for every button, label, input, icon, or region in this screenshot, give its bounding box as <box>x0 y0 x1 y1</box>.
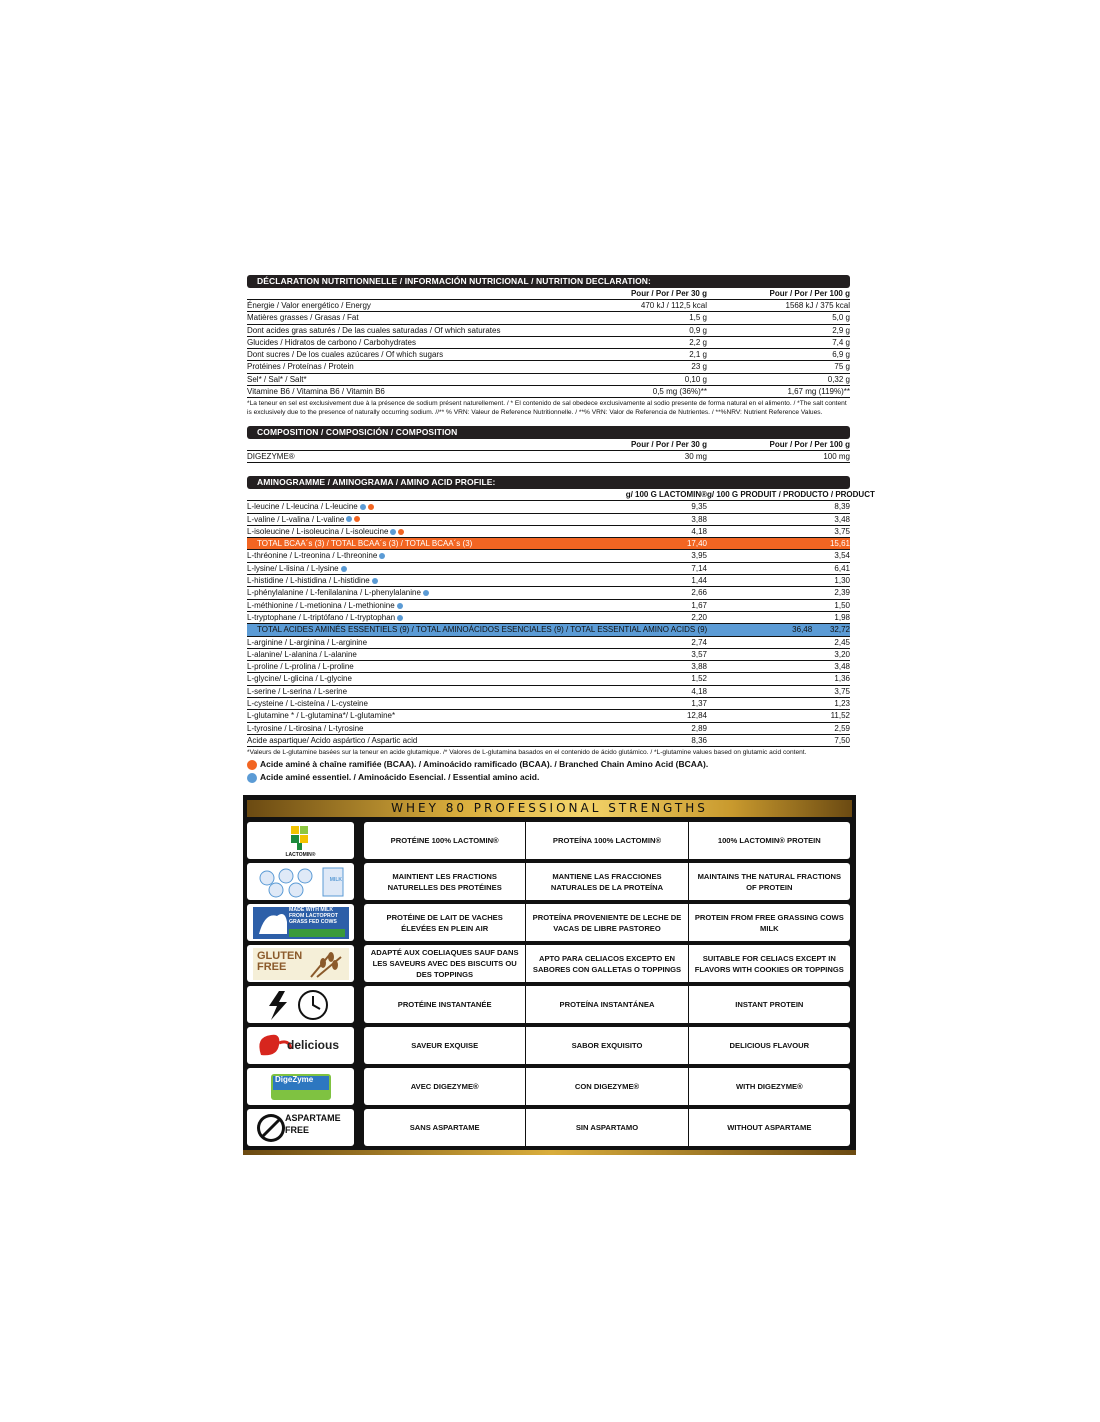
nutrition-value-30g: 0,9 g <box>689 325 707 335</box>
nutrition-value-100g: 2,9 g <box>832 325 850 335</box>
amino-value-lactomin: 1,37 <box>691 699 707 709</box>
amino-value-lactomin: 9,35 <box>691 502 707 512</box>
nutrition-value-100g: 7,4 g <box>832 337 850 347</box>
amino-label: L-histidine / L-histidina / L-histidine <box>247 576 370 586</box>
amino-row <box>247 550 850 562</box>
blue-dot-icon <box>372 578 378 584</box>
amino-label: L-méthionine / L-metionina / L-methionine <box>247 600 395 610</box>
amino-label-cell <box>247 501 602 512</box>
amino-value-lactomin: 3,95 <box>691 551 707 561</box>
lactomin-logo <box>247 822 354 859</box>
strength-row <box>247 945 852 982</box>
strength-en: INSTANT PROTEIN <box>688 986 850 1023</box>
amino-label-cell <box>247 550 602 561</box>
amino-row <box>247 723 850 735</box>
amino-value-product: 3,48 <box>834 514 850 524</box>
strength-texts <box>364 863 850 900</box>
amino-value-product: 2,39 <box>834 588 850 598</box>
digezyme-icon <box>247 1068 354 1105</box>
orange-dot-icon <box>354 516 360 522</box>
amino-value-lactomin: 2,89 <box>691 723 707 733</box>
blue-dot-icon <box>341 566 347 572</box>
gold-strip <box>243 1150 856 1155</box>
strength-es: MANTIENE LAS FRACCIONES NATURALES DE LA PROTEÍNA <box>525 863 687 900</box>
strength-texts <box>364 822 850 859</box>
strength-es: PROTEÍNA 100% LACTOMIN® <box>525 822 687 859</box>
composition-col-30g: Pour / Por / Per 30 g <box>630 439 707 449</box>
nutrition-label: Énergie / Valor energético / Energy <box>247 301 371 310</box>
grass-fed-cow-icon <box>247 904 354 941</box>
nutrition-value-100g: 1568 kJ / 375 kcal <box>785 301 850 310</box>
amino-label: L-alanine/ L-alanina / L-alanine <box>247 649 357 659</box>
amino-value-lactomin: 2,66 <box>691 588 707 598</box>
gluten-free-icon-text: GLUTEN FREE <box>257 950 303 973</box>
amino-value-product: 3,48 <box>834 662 850 672</box>
amino-label: L-glycine/ L-glicina / L-glycine <box>247 674 352 684</box>
amino-label-cell <box>247 735 602 746</box>
nutrition-row <box>247 325 850 337</box>
amino-value-lactomin: 7,14 <box>691 563 707 573</box>
amino-value-lactomin: 2,20 <box>691 612 707 622</box>
strength-en: SUITABLE FOR CELIACS EXCEPT IN FLAVORS WITH COOKIES OR TOPPINGS <box>688 945 850 982</box>
amino-value-lactomin: 1,67 <box>691 600 707 610</box>
strength-row <box>247 1109 852 1146</box>
amino-label-cell <box>247 538 602 549</box>
amino-label-cell <box>247 612 602 623</box>
amino-value-product: 15,61 <box>829 539 850 549</box>
amino-row <box>247 563 850 575</box>
strength-row <box>247 822 852 859</box>
strength-fr: ADAPTÉ AUX COELIAQUES SAUF DANS LES SAVEURS AVEC DES BISCUITS OU DES TOPPINGS <box>370 948 519 979</box>
nutrition-value-100g: 6,9 g <box>832 350 850 360</box>
strengths-panel <box>243 795 856 1155</box>
amino-label: TOTAL ACIDES AMINÉS ESSENTIELS (9) / TOTAL AMINOÁCIDOS ESENCIALES (9) / TOTAL ESSENTIAL AMINO ACIDS (9) <box>257 625 708 635</box>
amino-label-cell <box>247 587 602 598</box>
amino-value-product: 1,23 <box>834 699 850 709</box>
nutrition-label: Sel* / Sal* / Salt* <box>247 374 307 384</box>
strength-texts <box>364 1068 850 1105</box>
amino-label: L-thréonine / L-treonina / L-threonine <box>247 551 378 561</box>
amino-label-cell <box>247 661 602 672</box>
amino-value-lactomin: 4,18 <box>691 686 707 696</box>
grass-fed-cow-icon-text: MADE WITH MILK FROM LACTOPROT GRASS FED COWS <box>289 907 338 925</box>
amino-label-cell <box>247 526 602 537</box>
total-row-orange <box>247 538 850 550</box>
nutrition-footnote: *La teneur en sel est exclusivement due à la présence de sodium présent naturellement. / * El contenido de sal obedece exclusivamente al sodio presente de forma natural en el alimento. / *The salt content is exclusively due to the presence of naturally occurring sodium. //** % VRN: Valeur de Reference Nutritionnelle. / **% VRN: Valor de Referencia de Nutrientes. / **%NRV: Nutrient Reference Values. <box>247 400 847 417</box>
strength-row <box>247 863 852 900</box>
amino-label-cell <box>247 575 602 586</box>
amino-value-lactomin: 1,52 <box>691 674 707 684</box>
composition-header: COMPOSITION / COMPOSICIÓN / COMPOSITION <box>247 426 850 439</box>
delicious-icon-text: delicious <box>287 1038 340 1052</box>
strength-row <box>247 904 852 941</box>
legend-essential-text: Acide aminé essentiel. / Aminoácido Esencial. / Essential amino acid. <box>260 772 540 782</box>
strength-fr: PROTÉINE DE LAIT DE VACHES ÉLEVÉES EN PLEIN AIR <box>386 912 503 933</box>
amino-label: L-cysteine / L-cisteína / L-cysteine <box>247 699 368 709</box>
nutrition-row <box>247 337 850 349</box>
amino-label: L-tryptophane / L-triptófano / L-tryptophan <box>247 612 396 622</box>
strength-fr: AVEC DIGEZYME® <box>410 1082 479 1091</box>
amino-value-product: 32,72 <box>829 625 850 635</box>
amino-value-product: 7,50 <box>834 735 850 745</box>
lactomin-logo-text: LACTOMIN® <box>285 852 316 858</box>
amino-label: L-serine / L-serina / L-serine <box>247 686 348 696</box>
amino-label: L-proline / L-prolina / L-proline <box>247 662 354 672</box>
strength-fr: MAINTIENT LES FRACTIONS NATURELLES DES PROTÉINES <box>387 871 502 892</box>
amino-value-lactomin: 2,74 <box>691 637 707 647</box>
amino-value-product: 2,59 <box>834 723 850 733</box>
strength-row <box>247 986 852 1023</box>
amino-col-lactomin: g/ 100 G LACTOMIN® <box>625 490 707 500</box>
amino-column-headers <box>247 489 875 501</box>
amino-row <box>247 649 850 661</box>
amino-label: L-isoleucine / L-isoleucina / L-isoleucine <box>247 526 389 536</box>
amino-table <box>247 501 850 747</box>
amino-value-lactomin: 1,44 <box>691 576 707 586</box>
amino-value-product: 3,20 <box>834 649 850 659</box>
amino-label: L-leucine / L-leucina / L-leucine <box>247 502 358 512</box>
amino-col-product: g/ 100 G PRODUIT / PRODUCTO / PRODUCT <box>707 490 875 500</box>
strength-texts <box>364 1109 850 1146</box>
blue-dot-icon <box>397 603 403 609</box>
legend-bcaa-text: Acide aminé à chaîne ramifiée (BCAA). / Aminoácido ramificado (BCAA). / Branched Chain Amino Acid (BCAA). <box>260 759 709 769</box>
amino-value-product: 1,36 <box>834 674 850 684</box>
amino-label-cell <box>247 563 602 574</box>
amino-value-product: 1,30 <box>834 576 850 586</box>
blue-dot-icon <box>247 773 257 783</box>
composition-value-30g: 30 mg <box>684 451 707 461</box>
amino-label: L-arginine / L-arginina / L-arginine <box>247 637 368 647</box>
nutrition-label: Protéines / Proteínas / Protein <box>247 362 354 372</box>
blue-dot-icon <box>379 553 385 559</box>
amino-row <box>247 587 850 599</box>
composition-column-headers <box>247 439 850 451</box>
composition-col-100g: Pour / Por / Per 100 g <box>769 439 850 449</box>
amino-value-lactomin: 12,84 <box>686 711 707 721</box>
amino-value-product: 1,50 <box>834 600 850 610</box>
strength-fr: PROTÉINE 100% LACTOMIN® <box>390 836 499 845</box>
strength-en: 100% LACTOMIN® PROTEIN <box>688 822 850 859</box>
amino-label: L-glutamine * / L-glutamina*/ L-glutamine* <box>247 711 396 721</box>
blue-dot-icon <box>346 516 352 522</box>
blue-dot-icon <box>360 504 366 510</box>
nutrition-label: Vitamine B6 / Vitamina B6 / Vitamin B6 <box>247 387 385 397</box>
amino-label-cell <box>247 698 602 709</box>
blue-dot-icon <box>390 529 396 535</box>
amino-label-cell <box>247 624 707 635</box>
amino-row <box>247 600 850 612</box>
nutrition-value-100g: 75 g <box>834 362 850 372</box>
total-row-blue <box>247 624 850 636</box>
nutrition-value-30g: 1,5 g <box>689 313 707 323</box>
amino-value-product: 6,41 <box>834 563 850 573</box>
amino-row <box>247 575 850 587</box>
amino-value-lactomin: 3,88 <box>691 514 707 524</box>
amino-row <box>247 710 850 722</box>
nutrition-row <box>247 361 850 373</box>
strength-fr: PROTÉINE INSTANTANÉE <box>397 1000 492 1009</box>
gluten-free-icon <box>247 945 354 982</box>
nutrition-value-100g: 0,32 g <box>827 374 850 384</box>
nutrition-header: DÉCLARATION NUTRITIONNELLE / INFORMACIÓN NUTRICIONAL / NUTRITION DECLARATION: <box>247 275 850 288</box>
blue-dot-icon <box>423 590 429 596</box>
nutrition-label: Dont acides gras saturés / De las cuales saturadas / Of which saturates <box>247 325 501 335</box>
composition-row <box>247 451 850 463</box>
amino-label-cell <box>247 637 602 648</box>
nutrition-column-headers <box>247 288 850 300</box>
amino-footnote: *Valeurs de L-glutamine basées sur la teneur en acide glutamique. /* Valores de L-glutamina basados en el contenido de ácido glutámico. / *L-glutamine values based on glutamic acid content. <box>247 749 807 757</box>
composition-value-100g: 100 mg <box>823 451 850 461</box>
amino-row <box>247 661 850 673</box>
nutrition-value-30g: 2,2 g <box>689 337 707 347</box>
amino-row <box>247 514 850 526</box>
strength-texts <box>364 904 850 941</box>
amino-row <box>247 526 850 538</box>
amino-label-cell <box>247 686 602 697</box>
amino-value-product: 1,98 <box>834 612 850 622</box>
amino-row <box>247 637 850 649</box>
amino-value-product: 3,75 <box>834 526 850 536</box>
nutrition-label: Dont sucres / De los cuales azúcares / Of which sugars <box>247 350 444 360</box>
amino-value-product: 2,45 <box>834 637 850 647</box>
strength-es: SIN ASPARTAMO <box>525 1109 687 1146</box>
amino-label: Acide aspartique/ Acido aspártico / Aspartic acid <box>247 735 418 745</box>
nutrition-row <box>247 349 850 361</box>
nutrition-value-30g: 2,1 g <box>689 350 707 360</box>
amino-value-lactomin: 17,40 <box>686 539 707 549</box>
nutrition-label: Glucides / Hidratos de carbono / Carbohydrates <box>247 337 416 347</box>
blue-dot-icon <box>397 615 403 621</box>
amino-value-lactomin: 3,57 <box>691 649 707 659</box>
milk-fractions-icon-text: MILK <box>329 877 342 883</box>
amino-label-cell <box>247 600 602 611</box>
amino-label: L-lysine/ L-lisina / L-lysine <box>247 563 339 573</box>
strength-row <box>247 1027 852 1064</box>
nutrition-label: Matières grasses / Grasas / Fat <box>247 313 359 323</box>
amino-label: L-phénylalanine / L-fenilalanina / L-phenylalanine <box>247 588 421 598</box>
amino-row <box>247 735 850 747</box>
orange-dot-icon <box>247 760 257 770</box>
strength-texts <box>364 1027 850 1064</box>
amino-label-cell <box>247 514 602 525</box>
strength-es: CON DIGEZYME® <box>525 1068 687 1105</box>
nutrition-row <box>247 300 850 312</box>
amino-label: TOTAL BCAA´s (3) / TOTAL BCAA´s (3) / TOTAL BCAA´s (3) <box>257 539 473 549</box>
nutrition-value-30g: 23 g <box>691 362 707 372</box>
strength-es: PROTEÍNA INSTANTÁNEA <box>525 986 687 1023</box>
nutrition-col-100g: Pour / Por / Per 100 g <box>769 289 850 298</box>
amino-row <box>247 686 850 698</box>
amino-value-lactomin: 3,88 <box>691 662 707 672</box>
amino-value-lactomin: 36,48 <box>792 625 813 635</box>
amino-label-cell <box>247 723 602 734</box>
composition-label: DIGEZYME® <box>247 451 295 461</box>
amino-value-lactomin: 4,18 <box>691 526 707 536</box>
nutrition-value-100g: 1,67 mg (119%)** <box>787 387 850 397</box>
amino-header: AMINOGRAMME / AMINOGRAMA / AMINO ACID PROFILE: <box>247 476 850 489</box>
orange-dot-icon <box>398 529 404 535</box>
strength-fr: SAVEUR EXQUISE <box>411 1041 479 1050</box>
strength-en: WITH DIGEZYME® <box>688 1068 850 1105</box>
strength-en: DELICIOUS FLAVOUR <box>688 1027 850 1064</box>
milk-fractions-icon <box>247 863 354 900</box>
strength-es: PROTEÍNA PROVENIENTE DE LECHE DE VACAS DE LIBRE PASTOREO <box>525 904 687 941</box>
strength-es: SABOR EXQUISITO <box>525 1027 687 1064</box>
amino-label-cell <box>247 710 602 721</box>
strength-en: WITHOUT ASPARTAME <box>688 1109 850 1146</box>
strengths-banner: WHEY 80 PROFESSIONAL STRENGTHS <box>247 800 852 817</box>
strength-texts <box>364 945 850 982</box>
delicious-icon <box>247 1027 354 1064</box>
amino-row <box>247 612 850 624</box>
amino-value-product: 8,39 <box>834 502 850 512</box>
strength-en: MAINTAINS THE NATURAL FRACTIONS OF PROTEIN <box>688 863 850 900</box>
nutrition-col-30g: Pour / Por / Per 30 g <box>630 289 707 298</box>
strength-es: APTO PARA CELIACOS EXCEPTO EN SABORES CON GALLETAS O TOPPINGS <box>525 945 687 982</box>
strength-texts <box>364 986 850 1023</box>
amino-value-product: 3,75 <box>834 686 850 696</box>
strength-row <box>247 1068 852 1105</box>
nutrition-value-30g: 470 kJ / 112,5 kcal <box>640 301 707 310</box>
nutrition-row <box>247 312 850 324</box>
amino-row <box>247 698 850 710</box>
strength-en: PROTEIN FROM FREE GRASSING COWS MILK <box>688 904 850 941</box>
composition-table <box>247 451 850 463</box>
aspartame-free-icon <box>247 1109 354 1146</box>
amino-value-product: 11,52 <box>830 711 850 721</box>
nutrition-table <box>247 300 850 398</box>
amino-label-cell <box>247 673 602 684</box>
instant-clock-icon <box>247 986 354 1023</box>
nutrition-row <box>247 374 850 386</box>
legend-bcaa <box>247 758 850 771</box>
nutrition-value-30g: 0,5 mg (36%)** <box>652 387 707 397</box>
amino-value-product: 3,54 <box>834 551 850 561</box>
amino-row <box>247 501 850 513</box>
digezyme-icon-text: DigeZyme <box>275 1075 314 1084</box>
amino-label: L-tyrosine / L-tirosina / L-tyrosine <box>247 723 364 733</box>
nutrition-value-100g: 5,0 g <box>832 313 850 323</box>
amino-label-cell <box>247 649 602 660</box>
legend-essential <box>247 771 850 784</box>
nutrition-value-30g: 0,10 g <box>684 374 707 384</box>
strength-fr: SANS ASPARTAME <box>409 1123 480 1132</box>
orange-dot-icon <box>368 504 374 510</box>
nutrition-sheet <box>247 275 875 784</box>
amino-label: L-valine / L-valina / L-valine <box>247 514 345 524</box>
amino-row <box>247 673 850 685</box>
aspartame-free-icon-text: ASPARTAME FREE <box>285 1113 341 1135</box>
amino-value-lactomin: 8,36 <box>691 735 707 745</box>
nutrition-row <box>247 386 850 398</box>
